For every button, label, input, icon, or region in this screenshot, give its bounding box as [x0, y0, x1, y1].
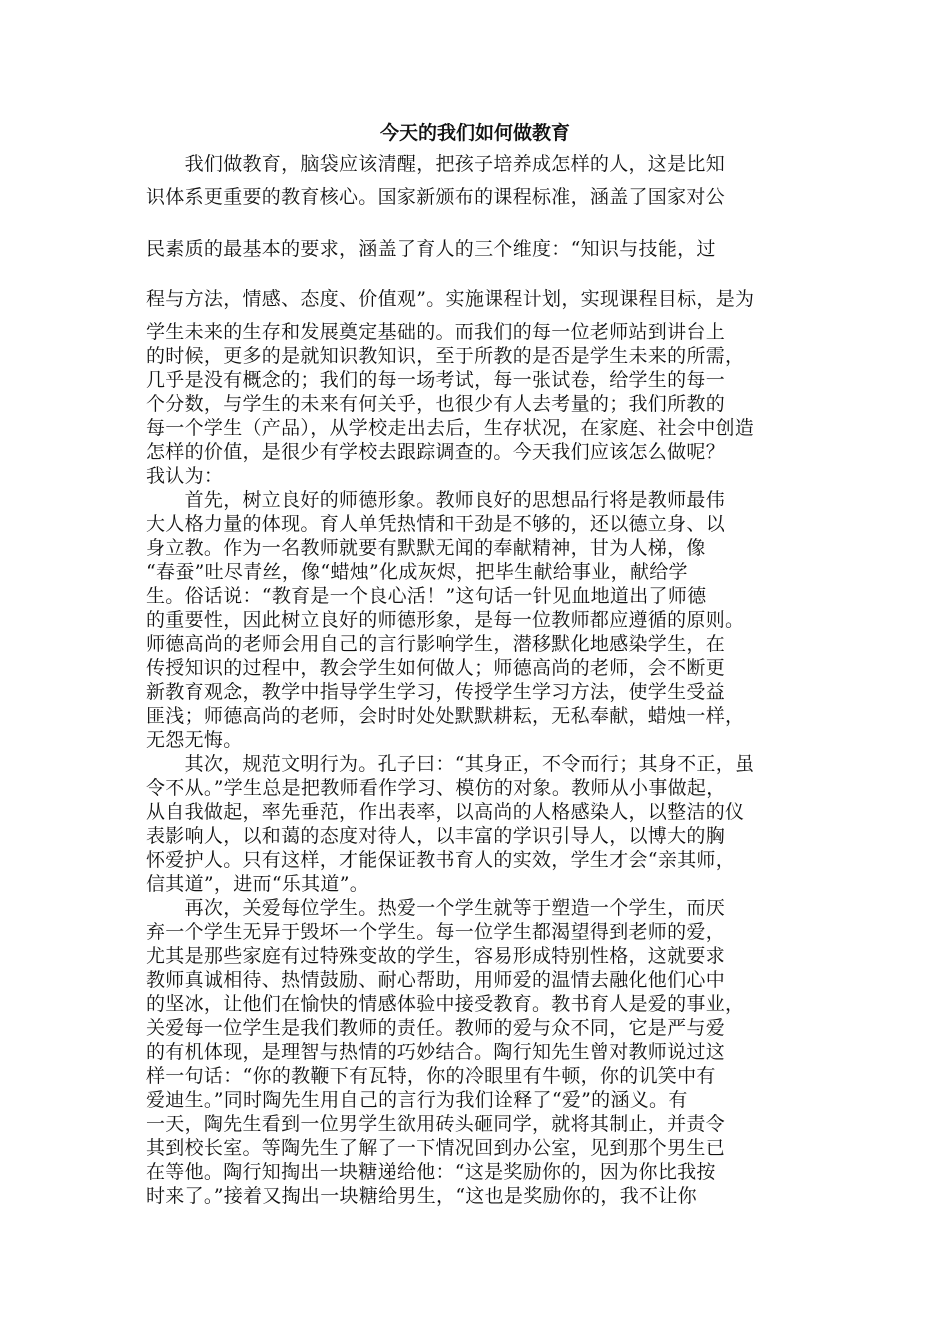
text-line: 爱迪生。”同时陶先生用自己的言行为我们诠释了“爱”的涵义。有 — [146, 1089, 688, 1111]
text-line: 传授知识的过程中，教会学生如何做人；师德高尚的老师，会不断更 — [146, 657, 726, 679]
text-line: 的时候，更多的是就知识教知识，至于所教的是否是学生未来的所需， — [146, 345, 745, 367]
text-line: 令不从。”学生总是把教师看作学习、模仿的对象。教师从小事做起， — [146, 777, 726, 799]
text-line: 程与方法，情感、态度、价值观”。实施课程计划，实现课程目标，是为 — [146, 288, 755, 310]
text-line: 匪浅；师德高尚的老师，会时时处处默默耕耘，无私奉献，蜡烛一样， — [146, 705, 745, 727]
text-line: 教师真诚相待、热情鼓励、耐心帮助，用师爱的温情去融化他们心中 — [146, 969, 726, 991]
text-line: 弃一个学生无异于毁坏一个学生。每一位学生都渴望得到老师的爱， — [146, 921, 726, 943]
text-line: 表影响人，以和蔼的态度对待人，以丰富的学识引导人，以博大的胸 — [146, 825, 726, 847]
text-line: 身立教。作为一名教师就要有默默无闻的奉献精神，甘为人梯，像 — [146, 537, 706, 559]
text-line: 个分数，与学生的未来有何关乎，也很少有人去考量的；我们所教的 — [146, 393, 726, 415]
text-line: 再次，关爱每位学生。热爱一个学生就等于塑造一个学生，而厌 — [146, 897, 726, 919]
text-line: 我们做教育，脑袋应该清醒，把孩子培养成怎样的人，这是比知 — [146, 153, 726, 175]
text-line: 怎样的价值，是很少有学校去跟踪调查的。今天我们应该怎么做呢？ — [146, 441, 726, 463]
text-line: 尤其是那些家庭有过特殊变故的学生，容易形成特别性格，这就要求 — [146, 945, 726, 967]
text-line: 时来了。”接着又掏出一块糖给男生，“这也是奖励你的，我不让你 — [146, 1185, 697, 1207]
text-line: 每一个学生（产品），从学校走出去后，生存状况，在家庭、社会中创造 — [146, 417, 755, 439]
text-line: 新教育观念，教学中指导学生学习，传授学生学习方法，使学生受益 — [146, 681, 726, 703]
text-line: 我认为： — [146, 465, 224, 487]
text-line: 在等他。陶行知掏出一块糖递给他：“这是奖励你的，因为你比我按 — [146, 1161, 716, 1183]
text-line: 学生未来的生存和发展奠定基础的。而我们的每一位老师站到讲台上 — [146, 321, 726, 343]
text-line: 无怨无悔。 — [146, 729, 243, 751]
text-line: “春蚕”吐尽青丝，像“蜡烛”化成灰烬，把毕生献给事业，献给学 — [146, 561, 688, 583]
text-line: 样一句话：“你的教鞭下有瓦特，你的冷眼里有牛顿，你的讥笑中有 — [146, 1065, 716, 1087]
text-line: 几乎是没有概念的；我们的每一场考试，每一张试卷，给学生的每一 — [146, 369, 726, 391]
document-title: 今天的我们如何做教育 — [379, 122, 570, 144]
text-line: 一天，陶先生看到一位男学生欲用砖头砸同学，就将其制止，并责令 — [146, 1113, 726, 1135]
text-line: 识体系更重要的教育核心。国家新颁布的课程标准，涵盖了国家对公 — [146, 186, 726, 208]
text-line: 的重要性，因此树立良好的师德形象，是每一位教师都应遵循的原则。 — [146, 609, 745, 631]
text-line: 大人格力量的体现。育人单凭热情和干劲是不够的，还以德立身、以 — [146, 513, 726, 535]
text-line: 其到校长室。等陶先生了解了一下情况回到办公室，见到那个男生已 — [146, 1137, 726, 1159]
text-line: 其次，规范文明行为。孔子曰：“其身正，不令而行；其身不正，虽 — [146, 753, 755, 775]
text-line: 的有机体现，是理智与热情的巧妙结合。陶行知先生曾对教师说过这 — [146, 1041, 726, 1063]
text-line: 的坚冰，让他们在愉快的情感体验中接受教育。教书育人是爱的事业， — [146, 993, 745, 1015]
text-line: 师德高尚的老师会用自己的言行影响学生，潜移默化地感染学生，在 — [146, 633, 726, 655]
text-line: 民素质的最基本的要求，涵盖了育人的三个维度：“知识与技能，过 — [146, 238, 716, 260]
text-line: 关爱每一位学生是我们教师的责任。教师的爱与众不同，它是严与爱 — [146, 1017, 726, 1039]
text-line: 首先，树立良好的师德形象。教师良好的思想品行将是教师最伟 — [146, 489, 726, 511]
text-line: 怀爱护人。只有这样，才能保证教书育人的实效，学生才会“亲其师， — [146, 849, 736, 871]
text-line: 从自我做起，率先垂范，作出表率，以高尚的人格感染人，以整洁的仪 — [146, 801, 745, 823]
document-body — [146, 152, 806, 1208]
text-line: 信其道”，进而“乐其道”。 — [146, 873, 370, 895]
text-line: 生。俗话说：“教育是一个良心活！”这句话一针见血地道出了师德 — [146, 585, 707, 607]
